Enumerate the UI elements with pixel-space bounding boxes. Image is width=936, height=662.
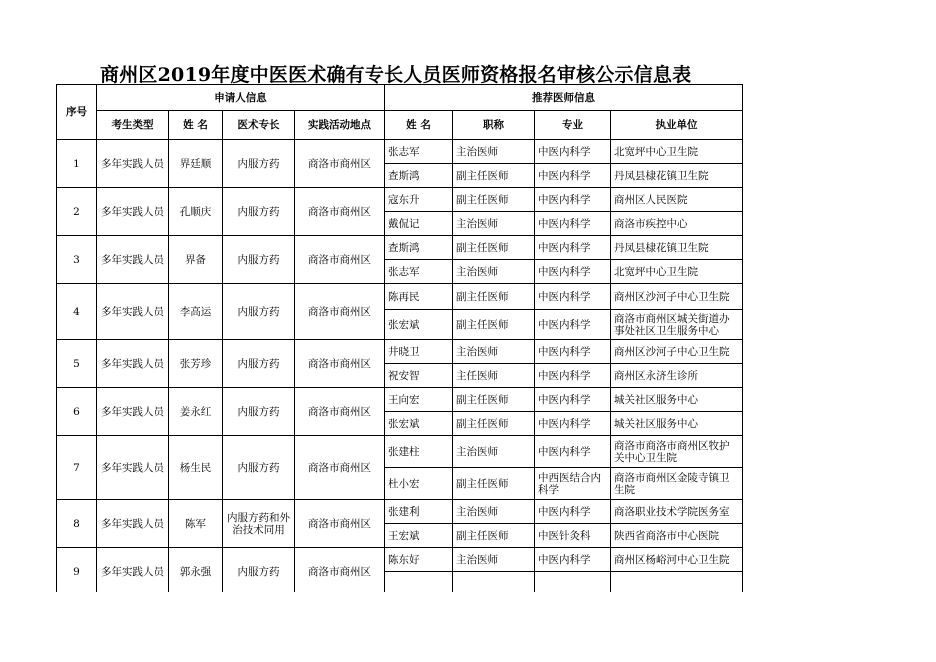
rec-name: 杜小宏 (385, 468, 453, 500)
row-name: 郭永强 (169, 548, 223, 593)
row-exam-type: 多年实践人员 (97, 340, 169, 388)
rec-name: 张建利 (385, 500, 453, 524)
rec-title: 副主任医师 (453, 412, 535, 436)
rec-name: 查斯鸿 (385, 236, 453, 260)
row-practice-place: 商洛市商州区 (295, 500, 385, 548)
row-seq: 8 (57, 500, 97, 548)
table-row (57, 340, 743, 364)
header-recommender-group: 推荐医师信息 (385, 85, 743, 111)
row-specialty: 内服方药 (223, 140, 295, 188)
rec-name: 王向宏 (385, 388, 453, 412)
row-practice-place: 商洛市商州区 (295, 340, 385, 388)
rec-major: 中西医结合内科学 (535, 468, 611, 500)
row-name: 界备 (169, 236, 223, 284)
row-name: 姜永红 (169, 388, 223, 436)
row-practice-place: 商洛市商州区 (295, 388, 385, 436)
row-exam-type: 多年实践人员 (97, 140, 169, 188)
row-seq: 1 (57, 140, 97, 188)
rec-name: 陈再民 (385, 284, 453, 310)
row-name: 杨生民 (169, 436, 223, 500)
header-rec-title: 职称 (453, 111, 535, 140)
row-seq: 3 (57, 236, 97, 284)
rec-major: 中医内科学 (535, 500, 611, 524)
row-exam-type: 多年实践人员 (97, 500, 169, 548)
rec-major: 中医针灸科 (535, 524, 611, 548)
row-exam-type: 多年实践人员 (97, 548, 169, 593)
rec-unit: 商洛市商州区城关街道办事处社区卫生服务中心 (611, 310, 743, 340)
row-specialty: 内服方药 (223, 436, 295, 500)
row-name: 界廷顺 (169, 140, 223, 188)
row-name: 李高运 (169, 284, 223, 340)
rec-unit: 商洛市疾控中心 (611, 212, 743, 236)
rec-unit (611, 572, 743, 593)
row-exam-type: 多年实践人员 (97, 188, 169, 236)
rec-title: 副主任医师 (453, 284, 535, 310)
rec-unit: 商州区永济生诊所 (611, 364, 743, 388)
row-seq: 6 (57, 388, 97, 436)
header-exam-type: 考生类型 (97, 111, 169, 140)
table-row (57, 188, 743, 212)
row-exam-type: 多年实践人员 (97, 388, 169, 436)
rec-unit: 商州区人民医院 (611, 188, 743, 212)
rec-major (535, 572, 611, 593)
rec-unit: 商洛职业技术学院医务室 (611, 500, 743, 524)
table-row (57, 140, 743, 164)
rec-name: 张志军 (385, 140, 453, 164)
row-practice-place: 商洛市商州区 (295, 140, 385, 188)
rec-name: 查斯鸿 (385, 164, 453, 188)
row-name: 孔顺庆 (169, 188, 223, 236)
row-specialty: 内服方药 (223, 388, 295, 436)
rec-unit: 丹凤县棣花镇卫生院 (611, 164, 743, 188)
row-specialty: 内服方药 (223, 548, 295, 593)
rec-unit: 北宽坪中心卫生院 (611, 260, 743, 284)
rec-unit: 商州区杨峪河中心卫生院 (611, 548, 743, 572)
rec-title: 主治医师 (453, 260, 535, 284)
rec-title: 主治医师 (453, 548, 535, 572)
header-applicant-group: 申请人信息 (97, 85, 385, 111)
rec-unit: 城关社区服务中心 (611, 412, 743, 436)
table-row (57, 436, 743, 468)
header-rec-name: 姓 名 (385, 111, 453, 140)
rec-major: 中医内科学 (535, 388, 611, 412)
rec-major: 中医内科学 (535, 548, 611, 572)
rec-title: 主任医师 (453, 364, 535, 388)
row-specialty: 内服方药和外治技术同用 (223, 500, 295, 548)
rec-major: 中医内科学 (535, 364, 611, 388)
info-table (56, 84, 743, 592)
rec-title: 主治医师 (453, 500, 535, 524)
rec-name: 陈东好 (385, 548, 453, 572)
rec-major: 中医内科学 (535, 164, 611, 188)
rec-major: 中医内科学 (535, 236, 611, 260)
header-practice-place: 实践活动地点 (295, 111, 385, 140)
row-name: 陈军 (169, 500, 223, 548)
rec-title: 副主任医师 (453, 164, 535, 188)
row-exam-type: 多年实践人员 (97, 236, 169, 284)
rec-title: 主治医师 (453, 436, 535, 468)
header-rec-unit: 执业单位 (611, 111, 743, 140)
rec-unit: 商洛市商洛市商州区牧护关中心卫生院 (611, 436, 743, 468)
rec-unit: 商州区沙河子中心卫生院 (611, 340, 743, 364)
rec-name (385, 572, 453, 593)
row-specialty: 内服方药 (223, 340, 295, 388)
row-exam-type: 多年实践人员 (97, 284, 169, 340)
rec-unit: 商洛市商州区金陵寺镇卫生院 (611, 468, 743, 500)
rec-title: 副主任医师 (453, 236, 535, 260)
rec-unit: 丹凤县棣花镇卫生院 (611, 236, 743, 260)
rec-unit: 陕西省商洛市中心医院 (611, 524, 743, 548)
row-seq: 5 (57, 340, 97, 388)
rec-name: 戴侃记 (385, 212, 453, 236)
rec-name: 张志军 (385, 260, 453, 284)
header-specialty: 医术专长 (223, 111, 295, 140)
rec-title: 副主任医师 (453, 524, 535, 548)
page-title: 商州区2019年度中医医术确有专长人员医师资格报名审核公示信息表 (100, 64, 692, 86)
rec-title: 主治医师 (453, 212, 535, 236)
row-seq: 4 (57, 284, 97, 340)
table-row (57, 388, 743, 412)
table-row (57, 500, 743, 524)
rec-major: 中医内科学 (535, 284, 611, 310)
rec-name: 王宏斌 (385, 524, 453, 548)
rec-major: 中医内科学 (535, 188, 611, 212)
rec-name: 张宏斌 (385, 310, 453, 340)
rec-title: 副主任医师 (453, 388, 535, 412)
rec-name: 寇东升 (385, 188, 453, 212)
row-seq: 9 (57, 548, 97, 593)
table-viewport (56, 84, 746, 592)
row-seq: 2 (57, 188, 97, 236)
rec-name: 祝安智 (385, 364, 453, 388)
row-practice-place: 商洛市商州区 (295, 284, 385, 340)
rec-title: 副主任医师 (453, 468, 535, 500)
rec-unit: 商州区沙河子中心卫生院 (611, 284, 743, 310)
row-practice-place: 商洛市商州区 (295, 548, 385, 593)
header-rec-major: 专业 (535, 111, 611, 140)
table-row (57, 236, 743, 260)
rec-unit: 北宽坪中心卫生院 (611, 140, 743, 164)
row-exam-type: 多年实践人员 (97, 436, 169, 500)
rec-major: 中医内科学 (535, 412, 611, 436)
table-row (57, 548, 743, 572)
table-body (57, 140, 743, 593)
rec-major: 中医内科学 (535, 310, 611, 340)
rec-title: 副主任医师 (453, 310, 535, 340)
rec-name: 张宏斌 (385, 412, 453, 436)
rec-name: 井晓卫 (385, 340, 453, 364)
rec-major: 中医内科学 (535, 140, 611, 164)
rec-unit: 城关社区服务中心 (611, 388, 743, 412)
row-specialty: 内服方药 (223, 236, 295, 284)
rec-major: 中医内科学 (535, 340, 611, 364)
header-name: 姓 名 (169, 111, 223, 140)
rec-title (453, 572, 535, 593)
rec-major: 中医内科学 (535, 260, 611, 284)
rec-major: 中医内科学 (535, 212, 611, 236)
table-row (57, 284, 743, 310)
rec-title: 副主任医师 (453, 188, 535, 212)
header-seq: 序号 (57, 85, 97, 140)
rec-title: 主治医师 (453, 140, 535, 164)
row-practice-place: 商洛市商州区 (295, 236, 385, 284)
rec-title: 主治医师 (453, 340, 535, 364)
row-specialty: 内服方药 (223, 188, 295, 236)
rec-name: 张建柱 (385, 436, 453, 468)
rec-major: 中医内科学 (535, 436, 611, 468)
row-seq: 7 (57, 436, 97, 500)
row-name: 张芳珍 (169, 340, 223, 388)
row-specialty: 内服方药 (223, 284, 295, 340)
row-practice-place: 商洛市商州区 (295, 436, 385, 500)
row-practice-place: 商洛市商州区 (295, 188, 385, 236)
